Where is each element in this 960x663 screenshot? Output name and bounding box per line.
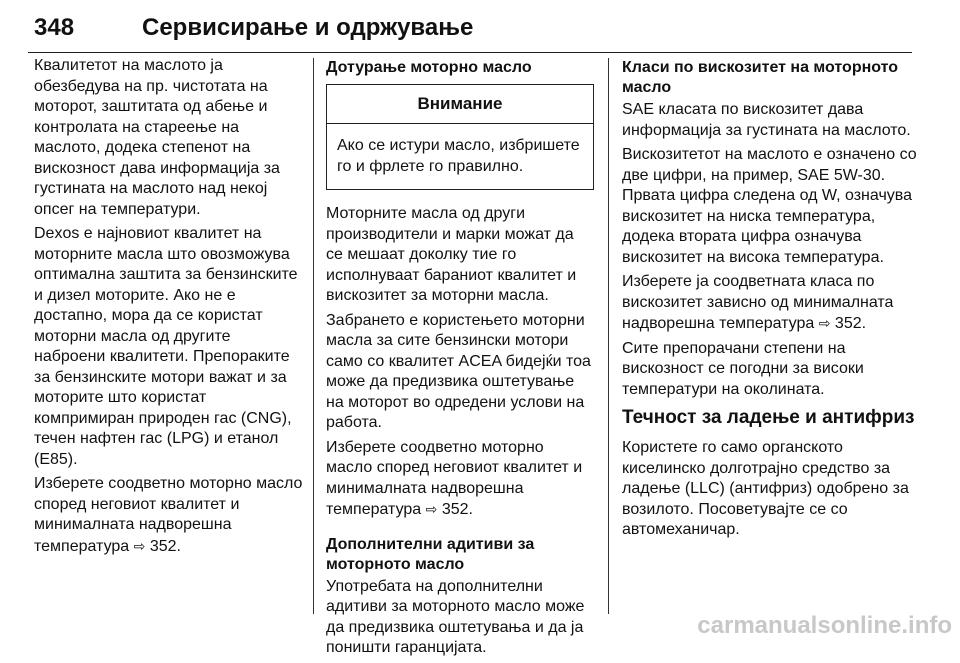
page-reference-link[interactable]: 352. [441,501,473,518]
page-reference-link[interactable]: 352. [834,315,867,332]
column-middle [326,56,594,663]
page-title: Сервисирање и одржување [142,14,474,41]
paragraph: Користете го само органското киселинско долготрајно средство за ладење (LLC) (антифриз) одобрено за возилото. Посоветувајте се со автомеханичар. [622,439,909,538]
paragraph [34,474,304,557]
section-heading-large: Течност за ладење и антифриз [622,407,915,428]
paragraph [622,272,918,335]
arrow-ref-icon: ⇨ [133,537,146,554]
section-heading: Класи по вискозитет на моторното масло [622,59,899,96]
warning-box [326,84,594,190]
paragraph: Забрането е користењето моторни масла за сите бензински мотори само со квалитет ACEA бидејќи тоа може да предизвика оштетување на моторот во одредени услови на работа. [326,311,591,431]
section-heading: Дотурање моторно масло [326,59,532,76]
warning-body: Ако се истури масло, избришете го и фрлете го правилно. [337,137,580,175]
watermark: carmanualsonline.info [697,612,952,639]
warning-title: Внимание [327,85,593,124]
paragraph-text: Изберете ја соодветната класа по вискозитет зависно од минималната надворешна температура [622,273,894,332]
column-divider [313,58,314,614]
paragraph: Квалитетот на маслото ја обезбедува на пр. чистотата на моторот, заштитата од абење и контролата на стареење на маслото, додека степенот на вискозност дава информација за густината на маслото над некој опсег на температури. [34,57,280,218]
arrow-ref-icon: ⇨ [818,315,831,331]
column-divider [608,58,609,614]
column-right [622,56,918,545]
paragraph [326,438,594,521]
column-left [34,56,304,561]
page-reference-link[interactable]: 352. [149,537,181,555]
paragraph: Употребата на дополнителни адитиви за моторното масло може да предизвика оштетувања и да ја поништи гаранцијата. [326,577,585,656]
paragraph-text: Изберете соодветно моторно масло според неговиот квалитет и минималната надворешна температура [34,475,303,555]
paragraph: Моторните масла од други производители и марки можат да се мешаат доколку тие го исполнуваат бараниот квалитет и вискозитет за моторни масла. [326,205,577,304]
page-header [28,12,912,53]
page-number: 348 [34,14,75,41]
paragraph: Сите препорачани степени на вискозност се погодни за високи температури на околината. [622,339,864,398]
paragraph: Вискозитетот на маслото е означено со две цифри, на пример, SAE 5W-30. Првата цифра следена од W, означува вискозитет на ниска температура, додека втората цифра означува вискозитет на висока температура. [622,146,917,266]
section-heading: Дополнителни адитиви за моторното масло [326,535,535,573]
paragraph-text: Изберете соодветно моторно масло според неговиот квалитет и минималната надворешна температура [326,438,583,518]
arrow-ref-icon: ⇨ [425,501,438,517]
paragraph: SAE класата по вискозитет дава информација за густината на маслото. [622,101,911,139]
paragraph: Dexos е најновиот квалитет на моторните масла што овозможува оптимална заштита за бензинските и дизел моторите. Ако не е достапно, мора да се користат моторни масла од другите наброени квалитети. Препораките за бензинските мотори важат и за моторите што користат компримиран природен гас (CNG), течен нафтен гас (LPG) и етанол (E85). [34,225,298,468]
